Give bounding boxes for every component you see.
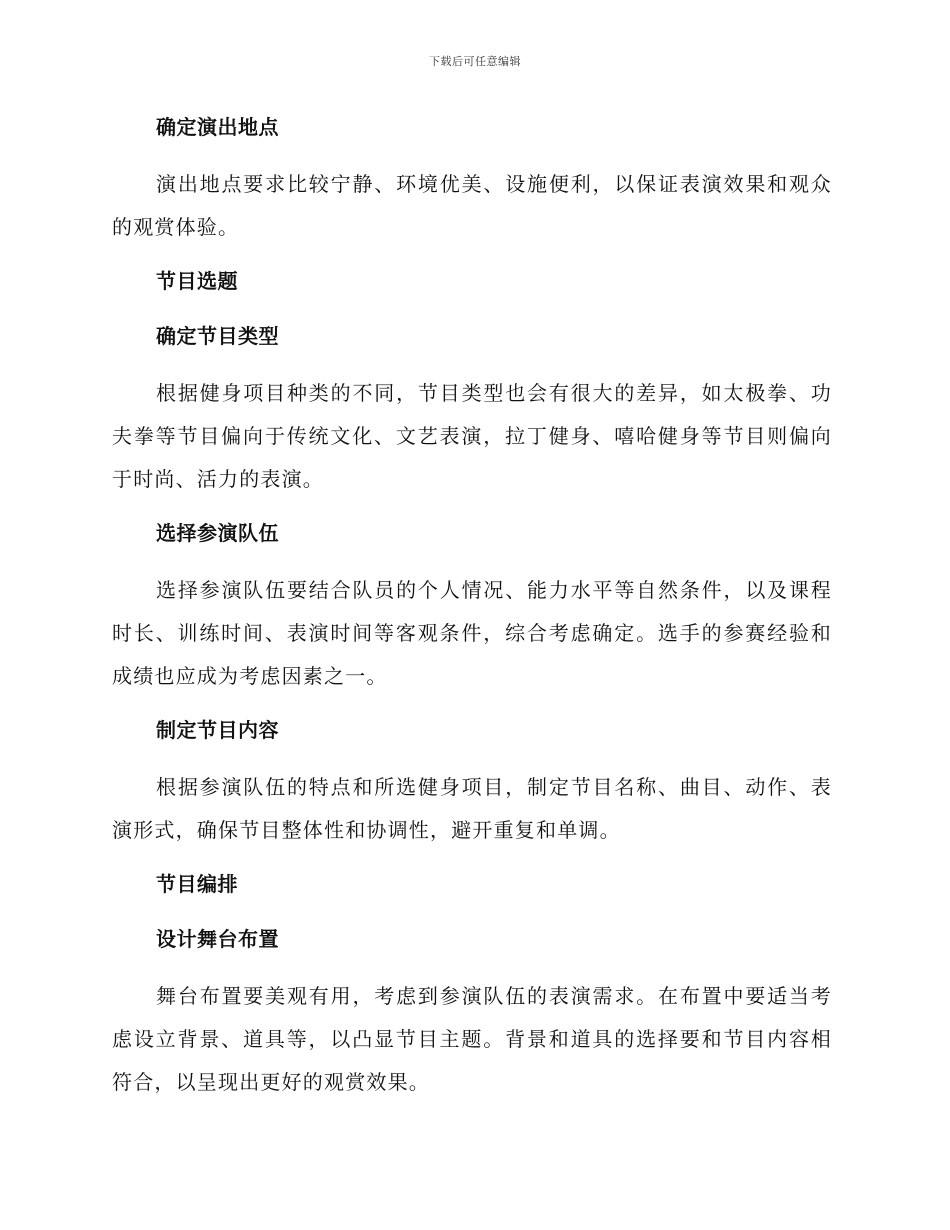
body-paragraph: 选择参演队伍要结合队员的个人情况、能力水平等自然条件，以及课程时长、训练时间、表演时间等客观条件，综合考虑确定。选手的参赛经验和成绩也应成为考虑因素之一。 [112, 578, 832, 688]
body-paragraph: 根据参演队伍的特点和所选健身项目，制定节目名称、曲目、动作、表演形式，确保节目整体性和协调性，避开重复和单调。 [112, 775, 832, 842]
section-heading: 节目选题 [156, 269, 238, 293]
section-heading: 确定演出地点 [156, 115, 279, 139]
body-paragraph: 舞台布置要美观有用，考虑到参演队伍的表演需求。在布置中要适当考虑设立背景、道具等，以凸显节目主题。背景和道具的选择要和节目内容相符合，以呈现出更好的观赏效果。 [112, 984, 832, 1094]
section-heading: 选择参演队伍 [156, 521, 279, 545]
body-paragraph: 演出地点要求比较宁静、环境优美、设施便利，以保证表演效果和观众的观赏体验。 [112, 172, 832, 239]
section-heading: 节目编排 [156, 872, 238, 896]
page-header: 下载后可任意编辑 [429, 55, 521, 68]
body-paragraph: 根据健身项目种类的不同，节目类型也会有很大的差异，如太极拳、功夫拳等节目偏向于传统文化、文艺表演，拉丁健身、嘻哈健身等节目则偏向于时尚、活力的表演。 [112, 381, 832, 491]
section-heading: 制定节目内容 [156, 718, 279, 742]
section-heading: 确定节目类型 [156, 324, 279, 348]
section-heading: 设计舞台布置 [156, 927, 279, 951]
document-body [112, 108, 832, 1117]
